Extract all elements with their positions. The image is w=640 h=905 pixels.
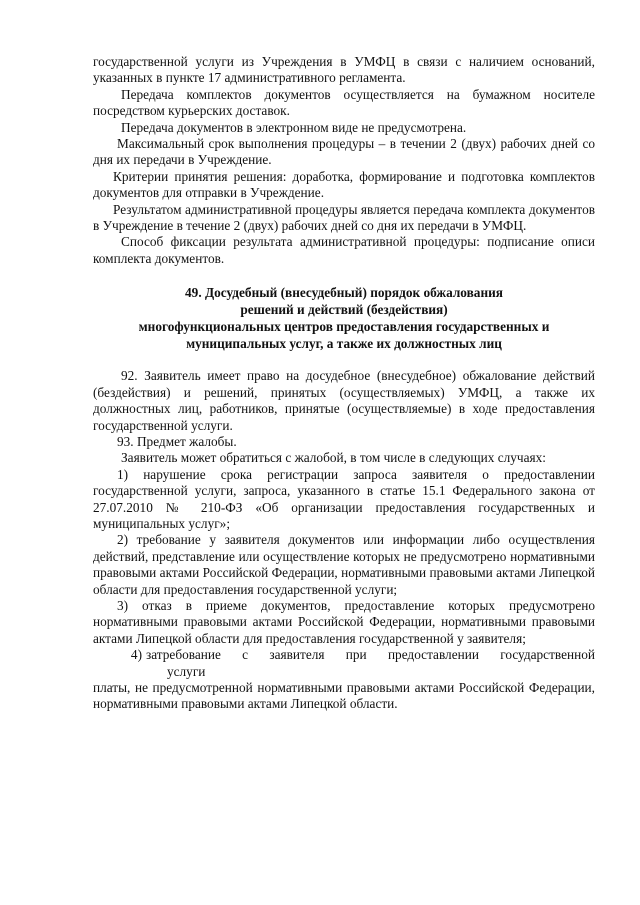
list-item-4-line-2: услуги [167, 663, 206, 679]
paragraph-procedure-result: Результатом административной процедуры является передача комплекта документов в Учреждение в течение 2 (двух) рабочих дней со дня их передачи в УМФЦ. [93, 201, 595, 234]
list-item-4-text [146, 647, 595, 680]
heading-line-4: муниципальных услуг, а также их должностных лиц [186, 336, 502, 352]
list-item-4-line-1: затребование с заявителя при предоставлении государственной [146, 647, 595, 663]
paragraph-93: 93. Предмет жалобы. [117, 433, 237, 449]
paragraph-document-transfer: Передача комплектов документов осуществляется на бумажном носителе посредством курьерских доставок. [93, 86, 595, 119]
paragraph-electronic-transfer: Передача документов в электронном виде не предусмотрена. [121, 119, 467, 135]
document-text [93, 54, 595, 713]
heading-line-3: многофункциональных центров предоставления государственных и [138, 319, 550, 335]
paragraph-complaint-cases: Заявитель может обратиться с жалобой, в том числе в следующих случаях: [121, 450, 546, 466]
section-heading [93, 284, 595, 352]
list-item-4-continuation: платы, не предусмотренной нормативными правовыми актами Российской Федерации, нормативными правовыми актами Липецкой области. [93, 680, 595, 712]
paragraph-decision-criteria: Критерии принятия решения: доработка, формирование и подготовка комплектов документов для отправки в Учреждение. [93, 168, 595, 201]
paragraph-intro-continuation: государственной услуги из Учреждения в УМФЦ в связи с наличием оснований, указанных в пункте 17 административного регламента. [93, 54, 595, 86]
list-item-2: 2) требование у заявителя документов или информации либо осуществления действий, представление или осуществление которых не предусмотрено нормативными правовыми актами Российской Федерации, нормативными правовыми актами Липецкой области для предоставления государственной услуги; [93, 532, 595, 597]
paragraph-max-term: Максимальный срок выполнения процедуры – в течении 2 (двух) рабочих дней со дня их передачи в Учреждение. [93, 136, 595, 168]
heading-line-2: решений и действий (бездействия) [240, 302, 448, 318]
heading-line-1: 49. Досудебный (внесудебный) порядок обжалования [185, 285, 503, 301]
list-item-4 [93, 647, 595, 680]
list-item-3: 3) отказ в приеме документов, предоставление которых предусмотрено нормативными правовыми актами Российской Федерации, нормативными правовыми актами Липецкой области для предоставления государственной у заявителя; [93, 597, 595, 646]
list-item-1: 1) нарушение срока регистрации запроса заявителя о предоставлении государственной услуги, запроса, указанного в статье 15.1 Федерального закона от 27.07.2010 № 210-ФЗ «Об организации предоставления государственных и муниципальных услуг»; [93, 466, 595, 531]
paragraph-92: 92. Заявитель имеет право на досудебное (внесудебное) обжалование действий (бездействия) и решений, принятых (осуществляемых) УМФЦ, а также их должностных лиц, работников, принятые (осуществляемые) в ходе предоставления государственной услуги. [93, 368, 595, 433]
paragraph-result-fixation: Способ фиксации результата административной процедуры: подписание описи комплекта документов. [93, 234, 595, 266]
list-item-4-number: 4) [130, 647, 142, 663]
